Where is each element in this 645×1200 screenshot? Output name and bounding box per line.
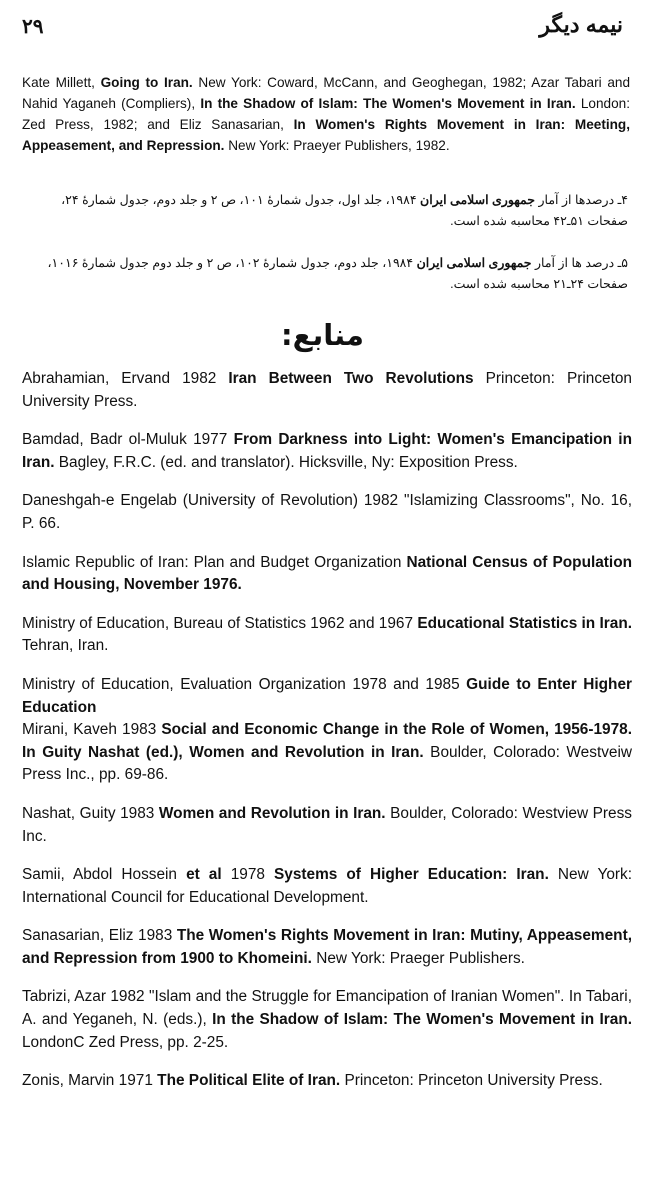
- footnote-title: جمهوری اسلامی ایران: [420, 193, 536, 207]
- sources-heading: منابع:: [281, 318, 364, 352]
- reference-item: Bamdad, Badr ol-Muluk 1977 From Darkness into Light: Women's Emancipation in Iran. Bagley, F.R.C. (ed. and translator). Hicksville, Ny: Exposition Press.: [22, 431, 632, 471]
- reference-item: Daneshgah-e Engelab (University of Revolution) 1982 "Islamizing Classrooms", No. 16, P. 66.: [22, 492, 632, 532]
- footnote-title: In Women's Rights Movement in Iran: Meeting, Appeasement, and Repression.: [22, 117, 631, 153]
- footnote-text: London: Zed Press, 1982; and Eliz Sanasarian,: [22, 96, 630, 132]
- footnote-text: New York: Praeyer Publishers, 1982.: [224, 138, 450, 153]
- reference-item: Ministry of Education, Evaluation Organization 1978 and 1985 Guide to Enter Higher Education: [22, 675, 633, 716]
- reference-item: Zonis, Marvin 1971 The Political Elite of Iran. Princeton: Princeton University Press.: [22, 1072, 603, 1090]
- footnote-text: ۱۹۸۴، جلد دوم، جدول شمارهٔ ۱۰۲، ص ۲ و جلد دوم جدول شمارهٔ ۱۰۱۶، صفحات ۲۴ـ۲۱ محاسبه شده است.: [47, 256, 628, 291]
- footnote-title: In the Shadow of Islam: The Women's Movement in Iran.: [200, 96, 576, 111]
- footnote-text: Azar Tabari and Nahid Yaganeh (Compliers),: [22, 75, 631, 111]
- reference-item: Sanasarian, Eliz 1983 The Women's Rights Movement in Iran: Mutiny, Appeasement, and Repression from 1900 to Khomeini. New York: Praeger Publishers.: [22, 927, 632, 967]
- reference-item: Islamic Republic of Iran: Plan and Budget Organization National Census of Population and Housing, November 1976.: [22, 553, 633, 594]
- footnote-text: ۱۹۸۴، جلد اول، جدول شمارهٔ ۱۰۱، ص ۲ و جلد دوم، جدول شمارهٔ ۲۴، صفحات ۵۱ـ۴۲ محاسبه شده است.: [61, 193, 628, 228]
- reference-item: Mirani, Kaveh 1983 Social and Economic Change in the Role of Women, 1956-1978. In Guity Nashat (ed.), Women and Revolution in Iran. Boulder, Colorado: Westveiw Press Inc., pp. 69-86.: [22, 721, 633, 784]
- footnote-english-references: [22, 72, 630, 156]
- footnote-text: Kate Millett,: [22, 75, 101, 90]
- page-header: [22, 8, 623, 48]
- running-title: نیمه دیگر: [539, 12, 623, 37]
- reference-item: Samii, Abdol Hossein et al 1978 Systems of Higher Education: Iran. New York: International Council for Educational Development.: [22, 866, 632, 906]
- footnote-text: ۵ـ درصد ها از آمار: [531, 256, 628, 270]
- reference-item: Nashat, Guity 1983 Women and Revolution in Iran. Boulder, Colorado: Westview Press Inc.: [22, 804, 632, 845]
- footnote-title: جمهوری اسلامی ایران: [416, 256, 532, 270]
- footnote-title: Going to Iran.: [100, 75, 193, 90]
- footnote-text: ۴ـ درصدها از آمار: [535, 193, 628, 207]
- reference-item: Tabrizi, Azar 1982 "Islam and the Struggle for Emancipation of Iranian Women". In Tabari, A. and Yeganeh, N. (eds.), In the Shadow of Islam: The Women's Movement in Iran. LondonC Zed Press, pp. 2-25.: [22, 988, 632, 1051]
- reference-list: [22, 368, 632, 1109]
- footnote-text: New York: Coward, McCann, and Geoghegan, 1982;: [192, 75, 527, 90]
- reference-item: Abrahamian, Ervand 1982 Iran Between Two Revolutions Princeton: Princeton University Press.: [22, 370, 632, 410]
- footnote-4: [22, 190, 628, 232]
- footnote-5: [22, 253, 628, 295]
- page-number: ۲۹: [22, 16, 44, 38]
- reference-item: Ministry of Education, Bureau of Statistics 1962 and 1967 Educational Statistics in Iran. Tehran, Iran.: [22, 614, 632, 655]
